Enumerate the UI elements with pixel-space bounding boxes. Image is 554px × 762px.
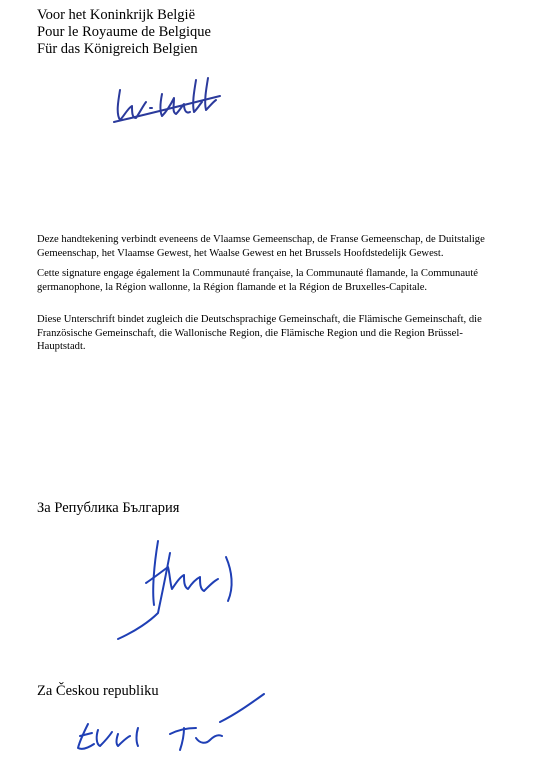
signature-bulgaria <box>100 535 250 645</box>
declaration-dutch: Deze handtekening verbindt eveneens de Vlaamse Gemeenschap, de Franse Gemeenschap, de Duitstalige Gemeenschap, het Vlaamse Gewest, het Waalse Gewest en het Brussels Hoofdstedelijk Gewest. <box>37 234 485 259</box>
heading-belgium-nl: Voor het Koninkrijk België <box>37 7 196 23</box>
signature-czech <box>60 688 280 758</box>
heading-belgium-de: Für das Königreich Belgien <box>37 41 198 57</box>
heading-czech: Za Českou republiku <box>37 683 159 699</box>
signature-belgium <box>110 72 230 132</box>
declaration-german: Diese Unterschrift bindet zugleich die Deutschsprachige Gemeinschaft, die Flämische Gemeinschaft, die Französische Gemeinschaft, die Wallonische Region, die Flämische Region und die Region Brüssel-Hauptstadt. <box>37 314 482 353</box>
declaration-french: Cette signature engage également la Communauté française, la Communauté flamande, la Communauté germanophone, la Région wallonne, la Région flamande et la Région de Bruxelles-Capitale. <box>37 268 478 293</box>
heading-bulgaria: За Република България <box>37 500 180 516</box>
heading-belgium-fr: Pour le Royaume de Belgique <box>37 24 211 40</box>
